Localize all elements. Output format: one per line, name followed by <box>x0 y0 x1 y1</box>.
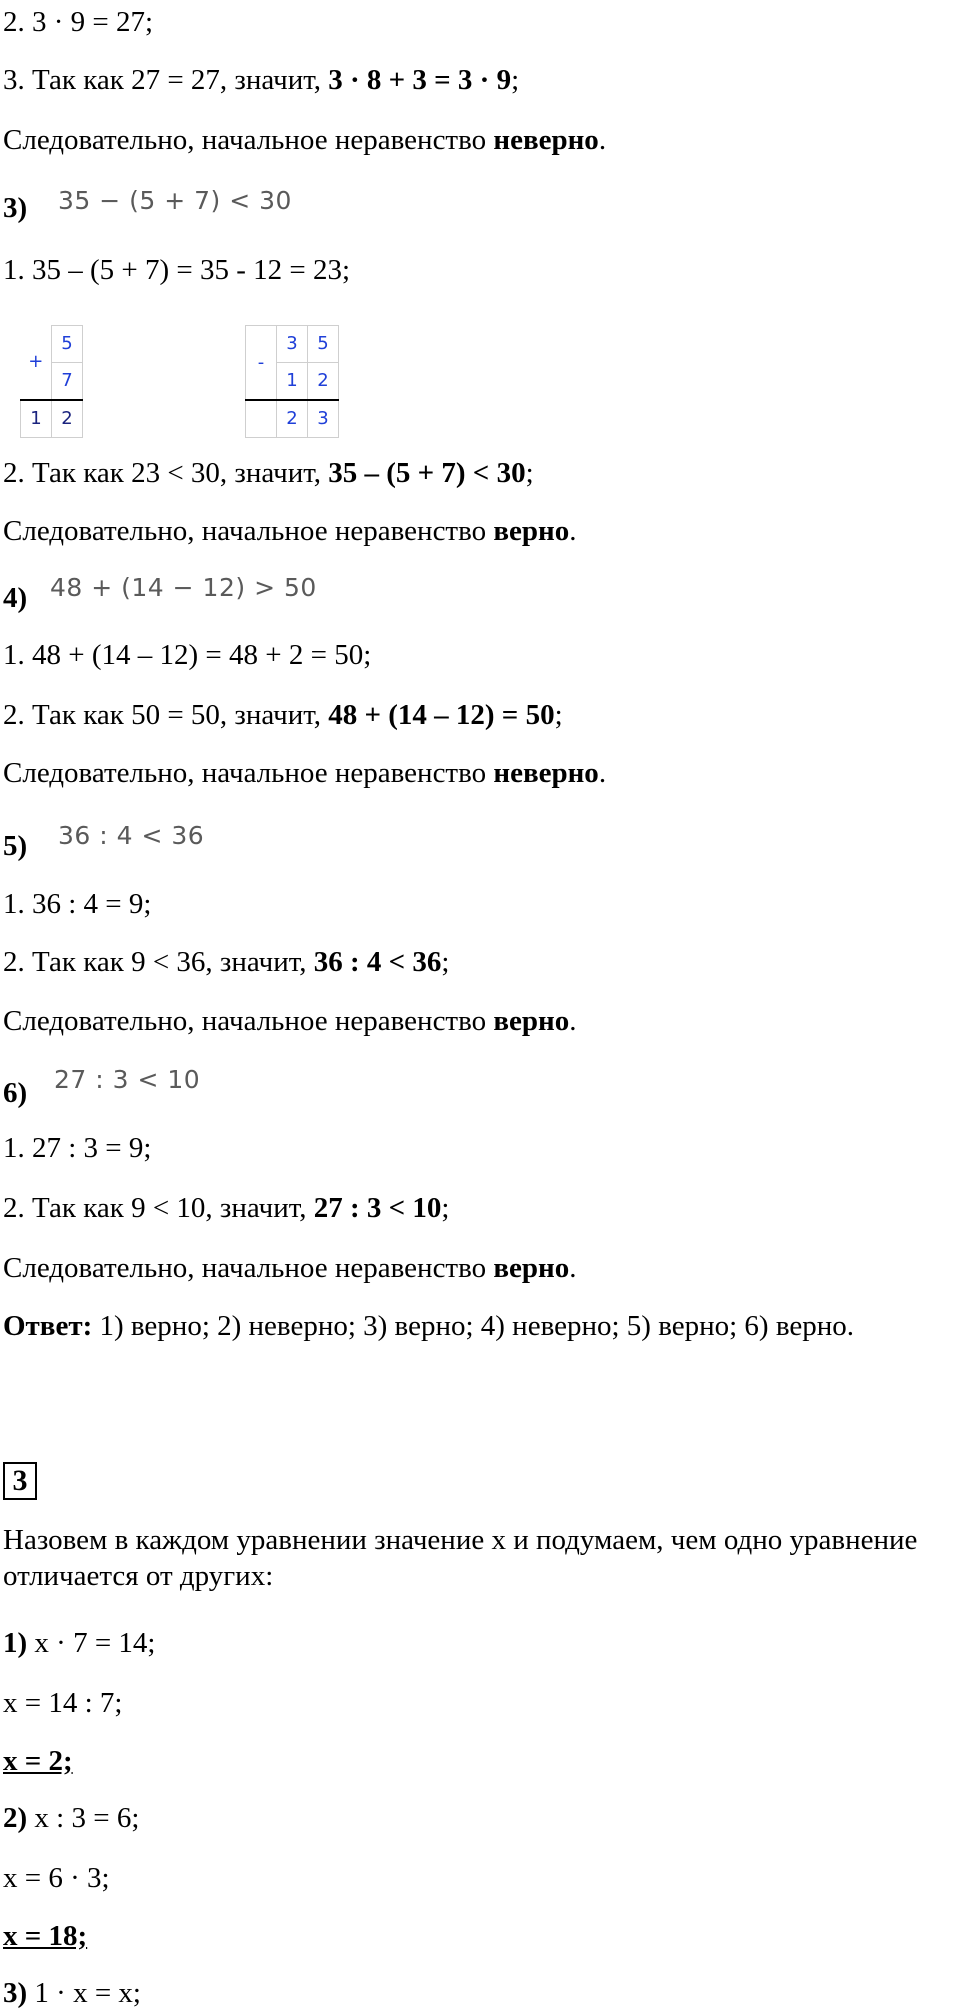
step-line: 1. 36 : 4 = 9; <box>3 888 152 920</box>
item-number: 4) <box>3 582 28 614</box>
answer-paragraph <box>3 1308 953 1344</box>
step-line: 2. Так как 9 < 36, значит, 36 : 4 < 36; <box>3 946 450 978</box>
step-line: 2. Так как 23 < 30, значит, 35 – (5 + 7) < 30; <box>3 457 534 489</box>
digit: 7 <box>52 363 83 401</box>
digit: 5 <box>308 326 339 363</box>
equation-answer: x = 18; <box>3 1920 88 1952</box>
digit: 3 <box>277 326 308 363</box>
expression-image: 35 − (5 + 7) < 30 <box>58 186 292 215</box>
step-line: 2. Так как 50 = 50, значит, 48 + (14 – 12) = 50; <box>3 699 563 731</box>
expression-image: 36 : 4 < 36 <box>58 821 205 850</box>
item-number: 5) <box>3 830 28 862</box>
step-line: 3. Так как 27 = 27, значит, 3 · 8 + 3 = 3 · 9; <box>3 64 520 96</box>
expression-image: 48 + (14 − 12) > 50 <box>50 573 317 602</box>
equation-line: x = 6 · 3; <box>3 1862 110 1894</box>
empty-cell <box>246 400 277 438</box>
column-subtraction <box>245 325 339 438</box>
step-line: 1. 48 + (14 – 12) = 48 + 2 = 50; <box>3 639 372 671</box>
column-addition <box>20 325 83 438</box>
equation-line: 3) 1 · x = x; <box>3 1977 141 2009</box>
conclusion-line: Следовательно, начальное неравенство верно. <box>3 1252 577 1284</box>
step-line: 2. Так как 9 < 10, значит, 27 : 3 < 10; <box>3 1192 450 1224</box>
digit: 2 <box>308 363 339 401</box>
task-number-box: 3 <box>3 1462 37 1500</box>
plus-sign: + <box>21 326 52 401</box>
equation-line: 2) x : 3 = 6; <box>3 1802 140 1834</box>
conclusion-line: Следовательно, начальное неравенство верно. <box>3 1005 577 1037</box>
answer-label: Ответ: <box>3 1310 93 1342</box>
minus-sign: - <box>246 326 277 401</box>
digit: 2 <box>52 400 83 438</box>
task-intro: Назовем в каждом уравнении значение x и подумаем, чем одно уравнение отличается от других: <box>3 1524 918 1592</box>
conclusion-line: Следовательно, начальное неравенство неверно. <box>3 124 607 156</box>
conclusion-line: Следовательно, начальное неравенство неверно. <box>3 757 607 789</box>
digit: 5 <box>52 326 83 363</box>
step-line: 2. 3 · 9 = 27; <box>3 6 154 38</box>
conclusion-line: Следовательно, начальное неравенство верно. <box>3 515 577 547</box>
step-line: 1. 35 – (5 + 7) = 35 - 12 = 23; <box>3 254 351 286</box>
item-number: 3) <box>3 192 28 224</box>
equation-line: x = 14 : 7; <box>3 1687 123 1719</box>
step-line: 1. 27 : 3 = 9; <box>3 1132 152 1164</box>
item-number: 6) <box>3 1077 28 1109</box>
equation-line: 1) x · 7 = 14; <box>3 1627 156 1659</box>
answer-text: 1) верно; 2) неверно; 3) верно; 4) неверно; 5) верно; 6) верно. <box>92 1310 854 1342</box>
digit: 1 <box>277 363 308 401</box>
digit: 1 <box>21 400 52 438</box>
equation-answer: x = 2; <box>3 1745 73 1777</box>
digit: 2 <box>277 400 308 438</box>
digit: 3 <box>308 400 339 438</box>
expression-image: 27 : 3 < 10 <box>54 1065 201 1094</box>
